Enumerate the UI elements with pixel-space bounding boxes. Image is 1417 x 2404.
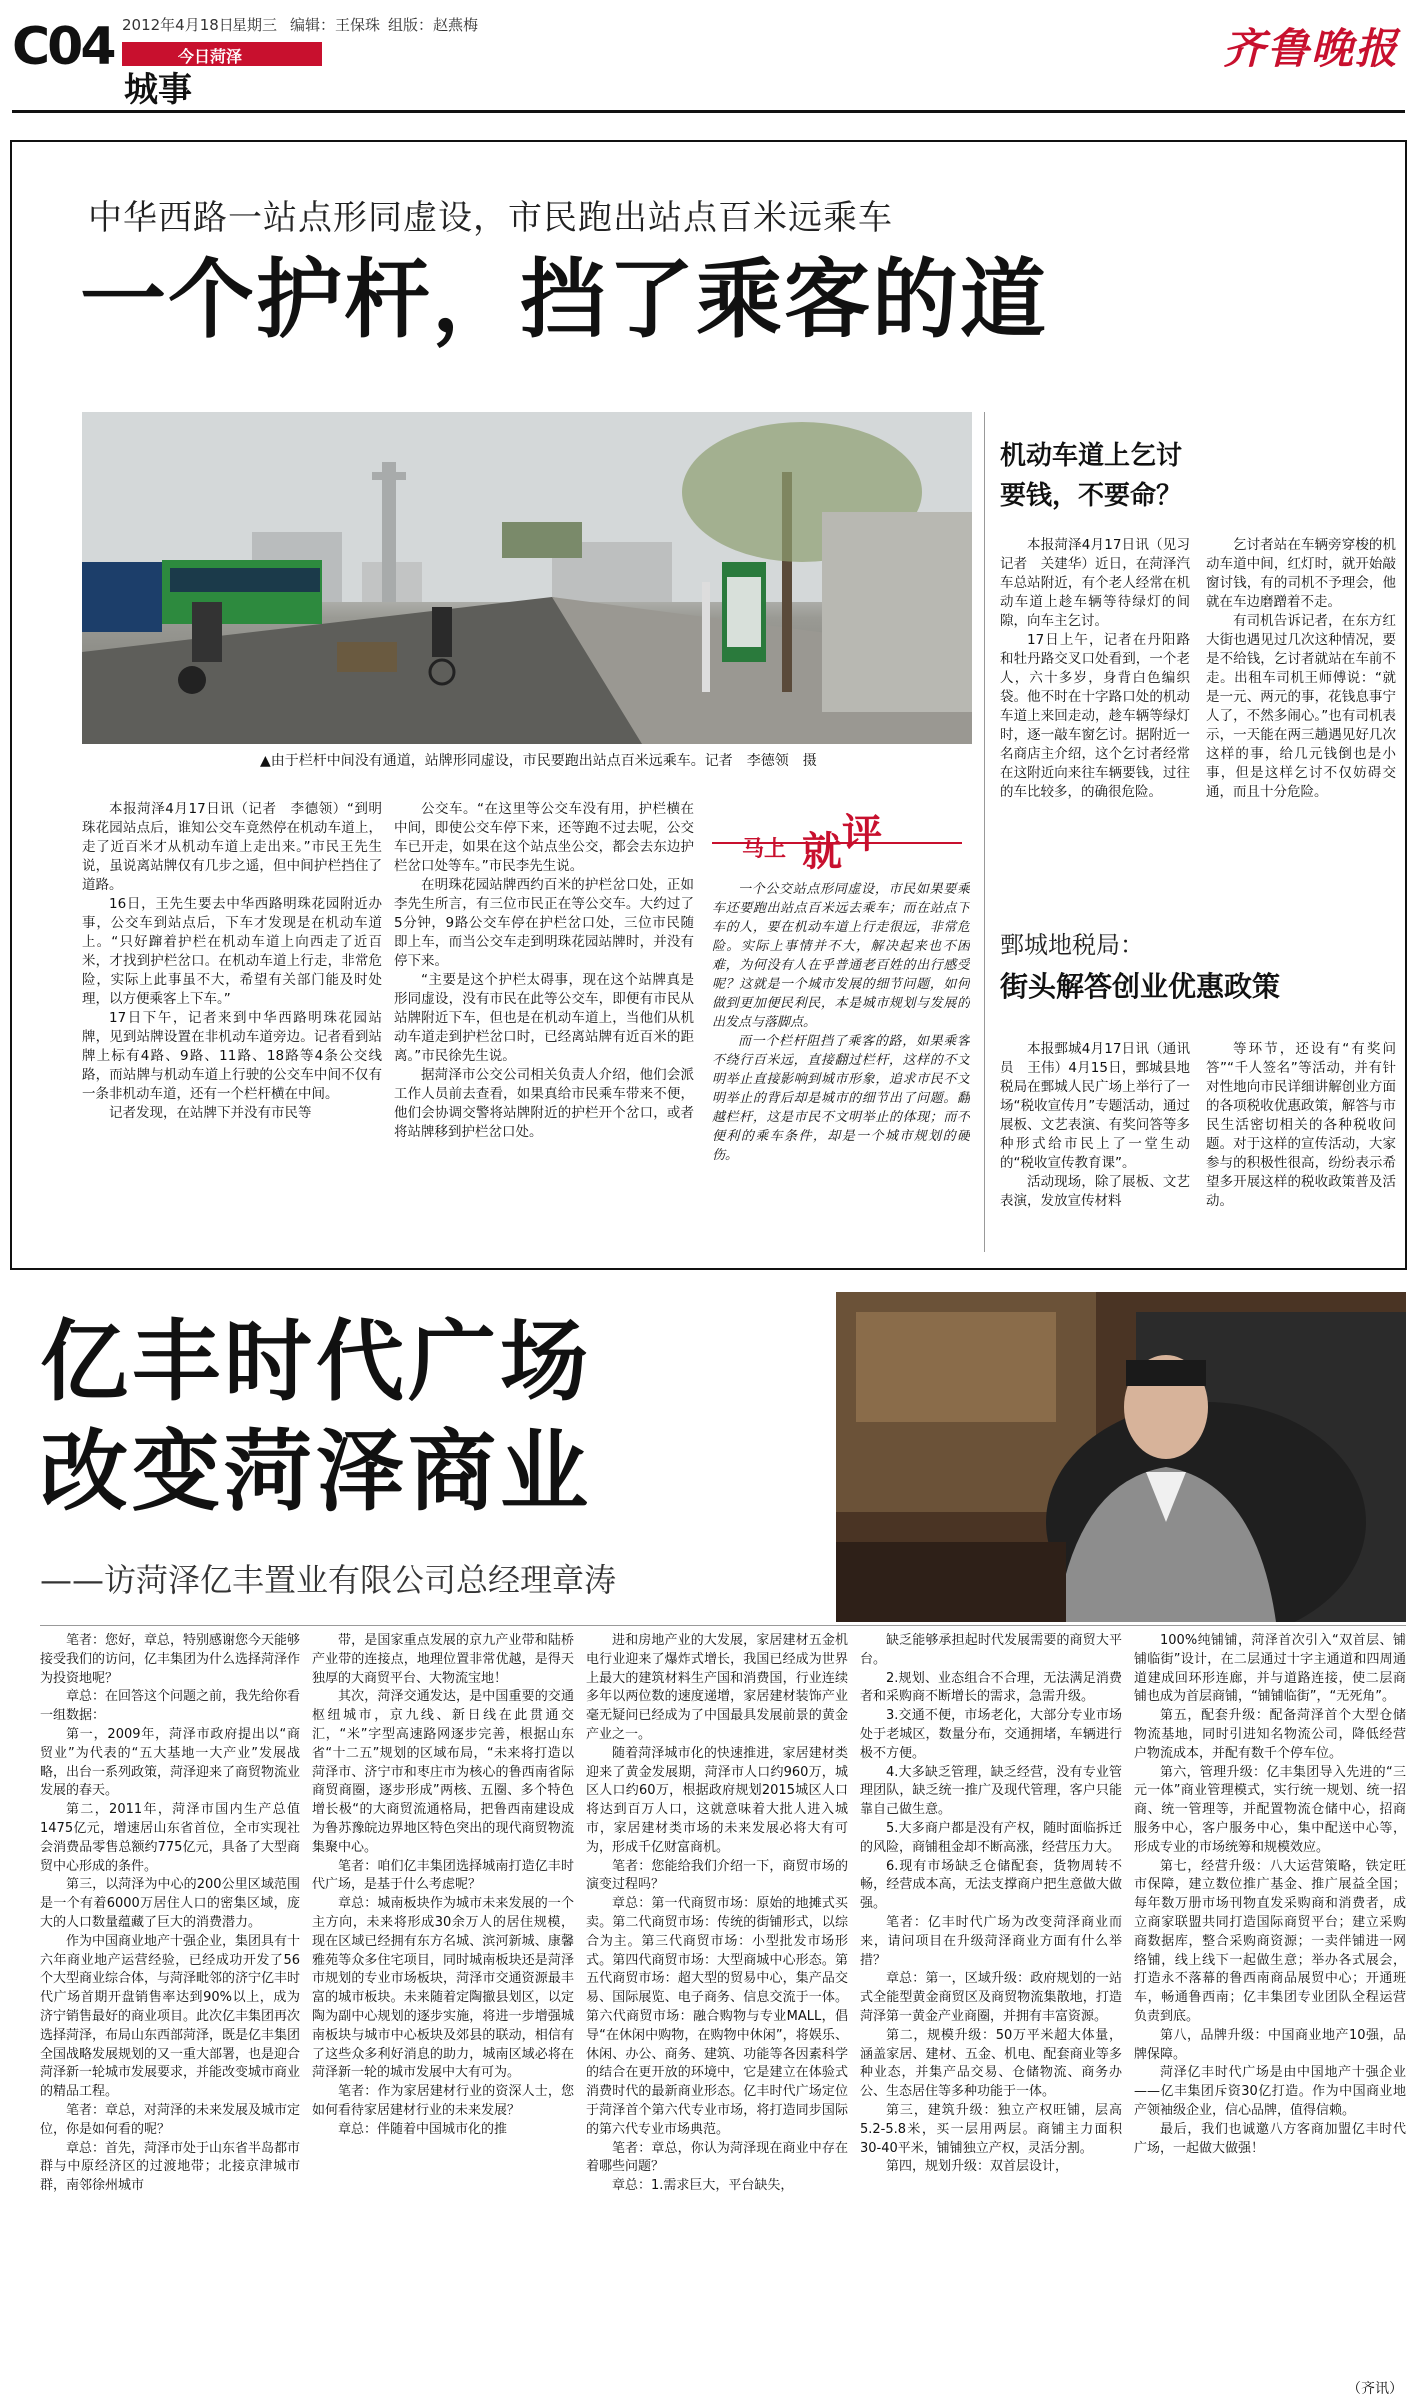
section-title: 城事 — [124, 70, 192, 110]
story3-column-1 — [1000, 1040, 1190, 1265]
story3-headline-2: 街头解答创业优惠政策 — [1000, 970, 1281, 1003]
paragraph: 5.大多商户都是没有产权，随时面临拆迁的风险，商铺租金却不断高涨，经营压力大。 — [860, 1820, 1122, 1855]
story4-headline-1: 亿丰时代广场 — [40, 1310, 593, 1413]
comment-tag-c: 评 — [842, 811, 882, 857]
paragraph: “主要是这个护栏太碍事，现在这个站牌真是形同虚设，没有市民在此等公交车，即便有市民从站牌附近下车，但也是在机动车道上，当他们从机动车道走到护栏岔口时，已经离站牌有近百米的距离。”市民徐先生说。 — [394, 972, 694, 1064]
header-rule — [12, 110, 1405, 113]
paragraph: 在明珠花园站牌西约百米的护栏岔口处，正如李先生所言，有三位市民正在等公交车。大约过了5分钟，9路公交车停在护栏岔口处，三位市民随即上车，而当公交车走到明珠花园站牌时，并没有停下来。 — [394, 877, 694, 969]
paragraph: 第八，品牌升级：中国商业地产10强，品牌保障。 — [1134, 2027, 1406, 2062]
paragraph: 2.规划、业态组合不合理，无法满足消费者和采购商不断增长的需求，急需升级。 — [860, 1670, 1122, 1705]
story1-column-2 — [394, 800, 694, 1270]
paragraph: 进和房地产业的大发展，家居建材五金机电行业迎来了爆炸式增长，我国已经成为世界上最大的建筑材料生产国和消费国，行业连续多年以两位数的速度递增，家居建材装饰产业毫无疑问已经成为了中国最具发展前景的黄金产业之一。 — [586, 1633, 848, 1742]
paragraph: 章总：1.需求巨大，平台缺失， — [612, 2178, 794, 2194]
paragraph: 16日，王先生要去中华西路明珠花园附近办事，公交车到站点后，下车才发现是在机动车道上。“只好蹿着护栏在机动车道上向西走了近百米，才找到护栏岔口。在机动车道上行走，非常危险，实际上此事虽不大，希望有关部门能及时处理，以方便乘客上下车。” — [82, 896, 382, 1007]
paragraph: 章总：第一，区域升级：政府规划的一站式全能型黄金商贸区及商贸物流集散地，打造菏泽第一黄金产业商圈，并拥有丰富资源。 — [860, 1971, 1122, 2024]
paragraph: 17日上午，记者在丹阳路和牡丹路交叉口处看到，一个老人，六十多岁，身背白色编织袋。他不时在十字路口处的机动车道上来回走动，趁车辆等绿灯时，逐一敲车窗乞讨。据附近一名商店主介绍，这个乞讨者经常在这附近向来往车辆要钱，过往的车比较多，的确很危险。 — [1000, 632, 1190, 800]
story2-column-1 — [1000, 536, 1190, 896]
paragraph: 3.交通不便，市场老化，大部分专业市场处于老城区，数量分布，交通拥堵，车辆进行极不方便。 — [860, 1708, 1122, 1761]
story2-headline-1: 机动车道上乞讨 — [1000, 441, 1183, 471]
paragraph: 本报菏泽4月17日讯（记者 李德领）“到明珠花园站点后，谁知公交车竟然停在机动车道上，走了近百米才从机动车道上走出来。”市民王先生说，虽说离站牌仅有几步之遥，但中间护栏挡住了道路。 — [82, 801, 382, 893]
story2-column-2 — [1206, 536, 1396, 896]
paragraph: 第七，经营升级：八大运营策略，铁定旺市保障，建立数位推广基金、推广展益全国；每年数万册市场刊物直发采购商和消费者，成立商家联盟共同打造国际商贸平台；建立采购商数据库，整合采购商资源；一卖伴铺进一网络铺，线上线下一起做生意；举办各式展会，打造永不落幕的鲁西南商品展贸中心；开通班车，畅通鲁西南；亿丰集团专业团队全程运营负责到底。 — [1134, 1858, 1406, 2024]
paragraph: 第三，建筑升级：独立产权旺铺，层高5.2-5.8米，买一层用两层。商铺主力面积30-40平米，铺铺独立产权，灵活分割。 — [860, 2102, 1122, 2156]
paragraph: 4.大多缺乏管理，缺乏经营，没有专业管理团队，缺乏统一推广及现代管理，客户只能靠自己做生意。 — [860, 1764, 1122, 1818]
paragraph: 17日下午，记者来到中华西路明珠花园站牌，见到站牌设置在非机动车道旁边。记者看到站牌上标有4路、9路、11路、18路等4条公交线路，而站牌与机动车道上行驶的公交车中间不仅有一条非机动车道，还有一个栏杆横在中间。 — [82, 1010, 382, 1102]
story4-column-2 — [312, 1632, 574, 2402]
paragraph: 笔者：亿丰时代广场为改变菏泽商业而来，请问项目在升级菏泽商业方面有什么举措？ — [860, 1914, 1122, 1968]
story1-column-1 — [82, 800, 382, 1270]
paragraph: 笔者：章总，你认为菏泽现在商业中存在着哪些问题？ — [586, 2140, 848, 2175]
paragraph: 章总：城南板块作为城市未来发展的一个主方向，未来将形成30余万人的居住规模，现在区域已经拥有东方名城、滨河新城、康馨雅苑等众多住宅项目，同时城南板块还是菏泽市规划的专业市场板块，菏泽市交通资源最丰富的城市板块。未来随着定陶撤县划区，以定陶为副中心规划的逐步实施，将进一步增强城南板块与城市中心板块及郊县的联动，相信有了这些众多利好消息的助力，城南区域必将在菏泽新一轮的城市发展中大有可为。 — [312, 1896, 574, 2081]
comment-tag-b: 就 — [802, 829, 842, 875]
comment-tag — [712, 811, 962, 875]
paragraph: 章总：伴随着中国城市化的推 — [338, 2121, 508, 2137]
section-tag-label: 今日菏泽 — [178, 47, 243, 66]
story3-column-2 — [1206, 1040, 1396, 1265]
paragraph: 6.现有市场缺乏仓储配套，货物周转不畅，经营成本高，无法支撑商户把生意做大做强。 — [860, 1858, 1122, 1912]
story4-column-4 — [860, 1632, 1122, 2402]
paragraph: 菏泽亿丰时代广场是由中国地产十强企业——亿丰集团斥资30亿打造。作为中国商业地产领袖级企业，信心品牌，值得信赖。 — [1134, 2065, 1406, 2118]
story4-column-5 — [1134, 1632, 1406, 2377]
paragraph: 笔者：您能给我们介绍一下，商贸市场的演变过程吗？ — [586, 1858, 848, 1893]
paragraph: 公交车。“在这里等公交车没有用，护栏横在中间，即使公交车停下来，还等跑不过去呢，公交车已开走，如果在这个站点坐公交，都会去东边护栏岔口处等车。”市民李先生说。 — [394, 801, 694, 874]
story4-headline-2: 改变菏泽商业 — [40, 1420, 593, 1523]
paragraph: 等环节，还设有“有奖问答”“千人签名”等活动，并有针对性地向市民详细讲解创业方面的各项税收优惠政策，解答与市民生活密切相关的各种税收问题。对于这样的宣传活动，大家参与的积极性很高，纷纷表示希望多开展这样的税收政策普及活动。 — [1206, 1041, 1396, 1209]
story4-subhead: ——访菏泽亿丰置业有限公司总经理章涛 — [40, 1561, 617, 1599]
street-photo — [82, 412, 972, 744]
paragraph: 笔者：作为家居建材行业的资深人士，您如何看待家居建材行业的未来发展？ — [312, 2084, 574, 2118]
paragraph: 第二，2011年，菏泽市国内生产总值1475亿元，增速居山东省首位，全市实现社会消费品零售总额约775亿元，具备了大型商贸中心形成的条件。 — [40, 1802, 300, 1874]
paragraph: 章总：第一代商贸市场：原始的地摊式买卖。第二代商贸市场：传统的街铺形式，以综合为主。第三代商贸市场：小型批发市场形式。第四代商贸市场：大型商城中心形态。第五代商贸市场：超大型的贸易中心，集产品交易、国际展览、电子商务、信息交流于一体。第六代商贸市场：融合购物与专业MALL，倡导“在休闲中购物，在购物中休闲”，将娱乐、休闲、办公、商务、建筑、功能等各因素科学的结合在更开放的环境中，它是建立在体验式消费时代的最新商业形态。亿丰时代广场定位于菏泽首个第六代专业市场，将打造同步国际的第六代专业市场典范。 — [586, 1896, 848, 2137]
paragraph: 笔者：您好，章总，特别感谢您今天能够接受我们的访问，亿丰集团为什么选择菏泽作为投资地呢？ — [40, 1633, 300, 1686]
header-layout: 组版：赵燕梅 — [388, 16, 479, 34]
paragraph: 笔者：咱们亿丰集团选择城南打造亿丰时代广场，是基于什么考虑呢？ — [312, 1858, 574, 1893]
paragraph: 带，是国家重点发展的京九产业带和陆桥产业带的连接点，地理位置非常优越，是得天独厚的大商贸平台、大物流宝地！ — [312, 1633, 574, 1686]
paragraph: 有司机告诉记者，在东方红大街也遇见过几次这种情况，要是不给钱，乞讨者就站在车前不走。出租车司机王师傅说：“就是一元、两元的事，花钱息事宁人了，不然多闹心。”也有司机表示，一天能在两三趟遇见好几次这样的事，给几元钱倒也是小事，但是这样乞讨不仅妨碍交通，而且十分危险。 — [1206, 613, 1396, 800]
header-weekday: 星期三 — [232, 16, 278, 34]
paragraph: 笔者：章总，对菏泽的未来发展及城市定位，你是如何看的呢？ — [40, 2102, 300, 2137]
header-editor: 编辑：王保珠 — [290, 16, 381, 34]
paragraph: 据菏泽市公交公司相关负责人介绍，他们会派工作人员前去查看，如果真给市民乘车带来不便，他们会协调交警将站牌附近的护栏开个岔口，或者将站牌移到护栏岔口处。 — [394, 1067, 694, 1140]
paragraph: 而一个栏杆阻挡了乘客的路，如果乘客不绕行百米远，直接翻过栏杆，这样的不文明举止直接影响到城市形象，追求市民不文明举止的背后却是城市的细节出了问题。翻越栏杆，这是市民不文明举止的体现；而不便利的乘车条件，却是一个城市规划的硬伤。 — [712, 1034, 970, 1163]
paragraph: 第五，配套升级：配备菏泽首个大型仓储物流基地，同时引进知名物流公司，降低经营户物流成本，并配有数千个停车位。 — [1134, 1708, 1406, 1761]
story3-headline-1: 鄄城地税局： — [1000, 931, 1144, 959]
story4-column-3 — [586, 1632, 848, 2402]
paragraph: 100%纯铺铺，菏泽首次引入“双首层、铺铺临街”设计，在二层通过十字主通道和四周通道建成回环形连廊，并与道路连接，使二层商铺也成为首层商铺，“铺铺临街”，“无死角”。 — [1134, 1633, 1406, 1705]
story1-subhead: 中华西路一站点形同虚设，市民跑出站点百米远乘车 — [88, 198, 893, 238]
paragraph: 活动现场，除了展板、文艺表演，发放宣传材料 — [1000, 1174, 1190, 1209]
story4-sign: （齐讯） — [1347, 2381, 1403, 2397]
paragraph: 第三，以菏泽为中心的200公里区域范围是一个有着6000万居住人口的密集区域，庞大的人口数量蕴藏了巨大的消费潜力。 — [40, 1877, 300, 1930]
paragraph: 随着菏泽城市化的快速推进，家居建材类迎来了黄金发展期，菏泽市人口约960万，城区人口约60万，根据政府规划2015城区人口将达到百万人口，这就意味着大批人进入城市，家居建材类市场的未来发展必将大有可为，形成千亿财富商机。 — [586, 1745, 848, 1855]
paragraph: 一个公交站点形同虚设，市民如果要乘车还要跑出站点百米远去乘车；而在站点下车的人，要在机动车道上行走很远，非常危险。实际上事情并不大，解决起来也不困难，为何没有人在乎普通老百姓的出行感受呢？这就是一个城市发展的细节问题，如何做到更加便民利民，本是城市规划与发展的出发点与落脚点。 — [712, 882, 970, 1030]
paragraph: 本报鄄城4月17日讯（通讯员 王伟）4月15日，鄄城县地税局在鄄城人民广场上举行了一场“税收宣传月”专题活动，通过展板、文艺表演、有奖问答等多种形式给市民上了一堂生动的“税收宣传教育课”。 — [1000, 1041, 1190, 1171]
paragraph: 本报菏泽4月17日讯（见习记者 关建华）近日，在菏泽汽车总站附近，有个老人经常在机动车道上趁车辆等待绿灯的间隙，向车主乞讨。 — [1000, 537, 1190, 629]
paragraph: 缺乏能够承担起时代发展需要的商贸大平台。 — [860, 1633, 1122, 1667]
paragraph: 章总：首先，菏泽市处于山东省半岛都市群与中原经济区的过渡地带；北接京津城市群，南邻徐州城市 — [40, 2140, 300, 2194]
story4-rule — [40, 1625, 1406, 1626]
header-date: 2012年4月18日 — [122, 16, 234, 34]
masthead-logo: 齐鲁晚报 — [1222, 24, 1399, 73]
photo-caption: ▲由于栏杆中间没有通道，站牌形同虚设，市民要跑出站点百米远乘车。记者 李德领 摄 — [260, 753, 817, 769]
page-code: C04 — [12, 17, 114, 77]
comment-tag-a: 马上 — [742, 837, 787, 862]
paragraph: 作为中国商业地产十强企业，集团具有十六年商业地产运营经验，已经成功开发了56个大型商业综合体，与菏泽毗邻的济宁亿丰时代广场首期开盘销售率达到90%以上，成为济宁销售最好的商业项目。此次亿丰集团再次选择菏泽，布局山东西部菏泽，既是亿丰集团全国战略发展规划的又一重大部署，也是迎合菏泽新一轮城市发展要求，并能改变城市商业的精品工程。 — [40, 1933, 300, 2100]
portrait-photo — [836, 1292, 1406, 1622]
story1-comment — [712, 880, 970, 1270]
paragraph: 记者发现，在站牌下并没有市民等 — [109, 1105, 312, 1121]
paragraph: 其次，菏泽交通发达，是中国重要的交通枢纽城市，京九线、新日线在此贯通交汇，“米”字型高速路网逐步完善，根据山东省“十二五”规划的区域布局，“未来将打造以菏泽市、济宁市和枣庄市为核心的鲁西南省际商贸商圈，逐步形成”两核、五圈、多个特色增长极“的大商贸流通格局，把鲁西南建设成为鲁苏豫皖边界地区特色突出的现代商贸物流集聚中心。 — [312, 1689, 574, 1855]
street-scene-illustration — [82, 412, 972, 744]
portrait-illustration — [836, 1292, 1406, 1622]
story1-headline: 一个护杆，挡了乘客的道 — [80, 250, 1048, 350]
paragraph: 乞讨者站在车辆旁穿梭的机动车道中间，红灯时，就开始敲窗讨钱，有的司机不予理会，他就在车边磨蹭着不走。 — [1206, 537, 1396, 610]
paragraph: 第六，管理升级：亿丰集团导入先进的“三元一体”商业管理模式，实行统一规划、统一招商、统一管理等，并配置物流仓储中心，招商服务中心，客户服务中心，集中配送中心等，形成专业的市场统筹和规模效应。 — [1134, 1764, 1406, 1855]
paragraph: 第一，2009年，菏泽市政府提出以“商贸业”为代表的“五大基地一大产业”发展战略，出台一系列政策，菏泽迎来了商贸物流业发展的春天。 — [40, 1726, 300, 1799]
paragraph: 章总：在回答这个问题之前，我先给你看一组数据： — [40, 1689, 300, 1724]
column-divider — [984, 412, 985, 1252]
story4-column-1 — [40, 1632, 300, 2402]
paragraph: 最后，我们也诚邀八方客商加盟亿丰时代广场，一起做大做强！ — [1134, 2121, 1406, 2156]
story2-headline-2: 要钱，不要命？ — [1000, 481, 1183, 511]
paragraph: 第四，规划升级：双首层设计， — [886, 2159, 1069, 2175]
paragraph: 第二，规模升级：50万平米超大体量，涵盖家居、建材、五金、机电、配套商业等多种业态，并集产品交易、仓储物流、商务办公、生态居住等多种功能于一体。 — [860, 2027, 1122, 2100]
